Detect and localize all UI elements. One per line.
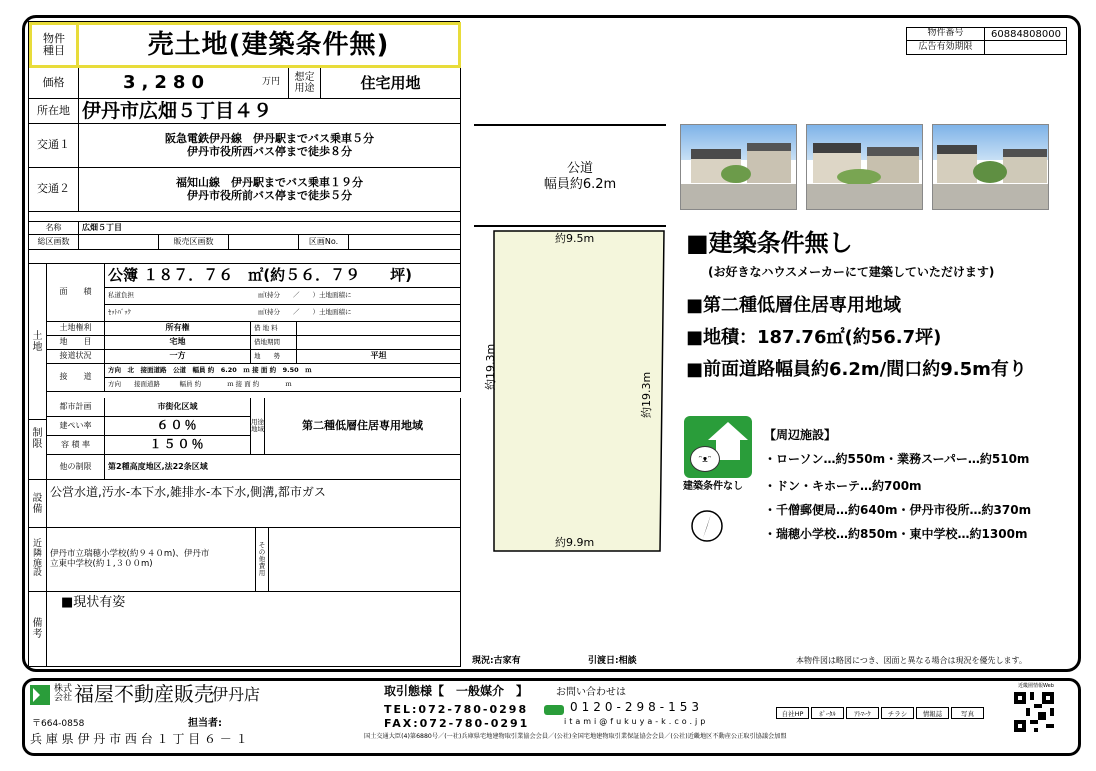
nearby-section-label: 近 隣 施 設	[29, 528, 47, 592]
lot-shape	[494, 231, 664, 551]
transport1-box	[79, 124, 461, 168]
surroundings-title: 【周辺施設】	[764, 428, 837, 442]
other-cost-label: そ の 他 費 用	[255, 528, 269, 592]
lease-label: 借地期間	[251, 336, 297, 350]
road-line-top	[474, 124, 666, 126]
qr-code-icon[interactable]	[1014, 692, 1054, 732]
city-plan-value: 市街化区域	[105, 398, 251, 417]
lot-no-value	[349, 235, 461, 250]
tel: TEL:072-780-0298	[384, 703, 529, 716]
photo-road	[933, 184, 1048, 209]
sale-area-label: 販売区画数	[159, 235, 229, 250]
total-area-label: 総区画数	[29, 235, 79, 250]
license-text: 国土交通大臣(4)第6880号／(一社)兵庫県宅地建物取引業協会会員／(公社)全国宅地建物取引業保証協会会員／(公社)近畿地区不動産公正取引協議会加盟	[364, 733, 787, 740]
bcr-value: ６０％	[105, 417, 251, 436]
remarks-section-label: 備 考	[29, 592, 47, 667]
road-width: 幅員約6.2m	[543, 177, 617, 192]
zone-value: 第二種低層住居専用地域	[265, 398, 461, 455]
photo-road	[807, 184, 922, 209]
disclaimer-note: 本物件図は略図につき、図面と異なる場合は現況を優先します。	[796, 656, 1027, 665]
transport1-label: 交通１	[29, 124, 79, 168]
property-no-label: 物件番号	[907, 28, 985, 41]
deal-type: 取引態様【 一般媒介 】	[384, 684, 529, 698]
total-area-value	[79, 235, 159, 250]
private-road-label: 私道負担	[105, 288, 255, 305]
link-portal[interactable]: ﾎﾟｰﾀﾙ	[811, 707, 844, 719]
handover-date: 引渡日:相談	[588, 656, 637, 666]
lot-top-width: 約9.5m	[555, 232, 595, 245]
category-value: 宅地	[105, 336, 251, 350]
lot-no-label: 区画No.	[299, 235, 349, 250]
remarks-value: ■現状有姿	[47, 592, 461, 667]
price-value: 3,280	[79, 68, 254, 99]
access-value: 一方	[105, 350, 251, 364]
registry-area: 公簿 １８７．７６ ㎡(約５６．７９ 坪)	[105, 264, 461, 288]
use-value: 住宅用地	[321, 68, 461, 99]
point-road: ■前面道路幅員約6.2m/間口約9.5m有り	[686, 359, 1027, 380]
zone-label: 用途地域	[251, 398, 265, 455]
rights-label: 土地権利	[47, 322, 105, 336]
type-label: 物件 種目	[29, 22, 79, 68]
headline-sub: (お好きなハウスメーカーにて建築していただけます)	[708, 265, 995, 279]
photo-house	[937, 145, 977, 183]
photo-tree	[973, 161, 1007, 183]
road-label: 接 道	[47, 364, 105, 392]
point-area: ■地積：187.76㎡(約56.7坪)	[686, 327, 942, 348]
link-photo[interactable]: 写真	[951, 707, 984, 719]
property-photo-2	[806, 124, 923, 210]
staff-label: 担当者:	[188, 718, 222, 729]
lot-right-depth: 約19.3m	[640, 371, 653, 418]
price-unit: 万円	[254, 68, 289, 99]
lease-value	[297, 336, 461, 350]
link-flyer[interactable]: チラシ	[881, 707, 914, 719]
property-no: 60884808000	[985, 28, 1067, 41]
transport2-label: 交通２	[29, 168, 79, 212]
fax: FAX:072-780-0291	[384, 717, 530, 730]
spacer-row	[29, 212, 461, 222]
link-magazine[interactable]: 情報誌	[916, 707, 949, 719]
transport2-line2: 伊丹市役所前バス停まで徒歩５分	[187, 188, 352, 202]
setback-label: ｾｯﾄﾊﾞｯｸ	[105, 305, 255, 322]
compass-icon	[690, 509, 724, 543]
headline: ■建築条件無し	[686, 229, 853, 257]
freedial-icon	[544, 705, 564, 715]
photo-house	[1003, 149, 1047, 183]
other-cost-value	[269, 528, 461, 592]
surroundings-item-1: ・ローソン…約550m・業務スーパー…約510m	[764, 452, 1030, 466]
property-photo-3	[932, 124, 1049, 210]
company-logo-icon	[30, 685, 50, 705]
far-value: １５０％	[105, 436, 251, 455]
nearby-line1: 伊丹市立瑞穂小学校(約９４０m)、伊丹市	[50, 549, 210, 560]
ad-expiry-label: 広告有効期限	[907, 41, 985, 54]
transport2-line1: 福知山線 伊丹駅までバス乗車１９分	[176, 176, 363, 190]
other-label: 他の制限	[47, 455, 105, 480]
address: 兵 庫 県 伊 丹 市 西 台 １ 丁 目 ６ － １	[30, 732, 248, 746]
access-label: 接道状況	[47, 350, 105, 364]
spacer-row-2	[29, 250, 461, 264]
point-zone: ■第二種低層住居専用地域	[686, 295, 902, 316]
badge-label: 建築条件なし	[683, 481, 743, 492]
transport1-line2: 伊丹市役所西バス停まで徒歩８分	[187, 144, 352, 158]
photo-tree	[721, 165, 751, 183]
surroundings-item-3: ・千僧郵便局…約640m・伊丹市役所…約370m	[764, 503, 1032, 517]
current-status: 現況:古家有	[472, 656, 521, 666]
restriction-section-label: 制 限	[29, 398, 47, 480]
qr-label: 近畿圏情報Web	[1018, 683, 1054, 689]
link-atmark[interactable]: ｱﾄﾏｰｸ	[846, 707, 879, 719]
photo-tree	[837, 169, 881, 185]
price-label: 価格	[29, 68, 79, 99]
facilities-value: 公営水道,汚水-本下水,雑排水-本下水,側溝,都市ガス	[47, 480, 461, 528]
rent-value	[297, 322, 461, 336]
far-label: 容 積 率	[47, 436, 105, 455]
spec-sheet	[28, 21, 460, 666]
property-photo-1	[680, 124, 797, 210]
cat-icon: ᵔᴥᵔ	[690, 446, 720, 472]
road-label: 公道	[566, 161, 593, 176]
use-label: 想定 用途	[289, 68, 321, 99]
surroundings-item-2: ・ドン・キホーテ…約700m	[764, 479, 922, 493]
ad-expiry	[985, 41, 1067, 54]
city-plan-label: 都市計画	[47, 398, 105, 417]
road-row1: 方向 北 接面道路 公道 幅員 約 6.20 ｍ 接 面 約 9.50 ｍ	[105, 364, 461, 378]
zip-code: 〒664-0858	[32, 719, 85, 729]
property-title: 売土地(建築条件無)	[79, 22, 461, 68]
terrain-label: 地 勢	[251, 350, 297, 364]
meta-box	[906, 27, 1067, 55]
terrain-value: 平坦	[297, 350, 461, 364]
rights-value: 所有権	[105, 322, 251, 336]
no-condition-badge	[684, 416, 752, 478]
inquiry-label: お問い合わせは	[556, 687, 626, 698]
photo-road	[681, 184, 796, 209]
subdivision-name: 広畑５丁目	[79, 222, 461, 235]
private-road-unit: ㎡(持分 ／ ）土地面積に	[255, 288, 461, 305]
link-company-hp[interactable]: 自社HP	[776, 707, 809, 719]
transport2-box	[79, 168, 461, 212]
land-section-label: 土 地	[29, 264, 47, 420]
location-label: 所在地	[29, 99, 79, 124]
lot-left-depth: 約19.3m	[484, 343, 497, 390]
house-icon	[708, 422, 748, 440]
rent-label: 借 地 料	[251, 322, 297, 336]
subdivision-name-label: 名称	[29, 222, 79, 235]
nearby-box	[47, 528, 255, 592]
email-address: itami@fukuya-k.co.jp	[564, 717, 709, 726]
kaisha-label: 株式 会社	[54, 684, 73, 703]
sale-area-value	[229, 235, 299, 250]
nearby-line2: 立東中学校(約１,３００m)	[50, 558, 153, 569]
other-value: 第2種高度地区,法22条区域	[105, 455, 461, 480]
freedial-number: 0120-298-153	[570, 700, 704, 714]
category-label: 地 目	[47, 336, 105, 350]
company-name: 福屋不動産販売	[74, 682, 214, 706]
photo-house	[747, 143, 791, 183]
location-value: 伊丹市広畑５丁目４９	[79, 99, 461, 124]
road-row2: 方向 接面道路 幅員 約 ｍ 接 面 約 ｍ	[105, 378, 461, 392]
facilities-section-label: 設 備	[29, 480, 47, 528]
bcr-label: 建ぺい率	[47, 417, 105, 436]
area-label: 面 積	[47, 264, 105, 322]
branch-name: 伊丹店	[212, 685, 261, 704]
setback-unit: ㎡(持分 ／ ）土地面積に	[255, 305, 461, 322]
transport1-line1: 阪急電鉄伊丹線 伊丹駅までバス乗車５分	[165, 132, 374, 146]
lot-bottom-width: 約9.9m	[555, 536, 595, 549]
surroundings-item-4: ・瑞穂小学校…約850m・東中学校…約1300m	[764, 527, 1028, 541]
